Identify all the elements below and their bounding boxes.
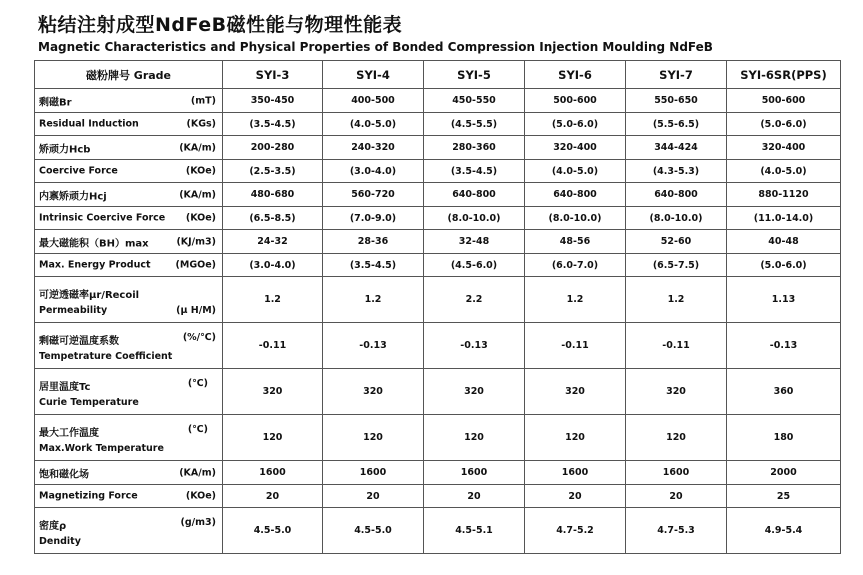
header-row <box>35 61 841 89</box>
row-label-cell <box>35 183 223 207</box>
row-unit: (KOe) <box>185 165 216 177</box>
table-cell: 640-800 <box>626 183 727 207</box>
grade-column-header: SYI-6SR(PPS) <box>727 61 841 89</box>
table-cell: 20 <box>323 485 424 508</box>
table-cell: 48-56 <box>525 230 626 254</box>
table-cell: 320 <box>323 369 424 415</box>
row-label: Residual Induction <box>39 118 139 130</box>
table-cell: (8.0-10.0) <box>525 207 626 230</box>
properties-table <box>34 60 841 554</box>
table-cell: (6.5-8.5) <box>223 207 323 230</box>
row-label-cell <box>35 415 223 461</box>
table-row <box>35 415 841 461</box>
row-label-cell <box>35 461 223 485</box>
row-label-cell <box>35 160 223 183</box>
row-label: Magnetizing Force <box>39 490 138 502</box>
grade-column-header: SYI-6 <box>525 61 626 89</box>
table-cell: 360 <box>727 369 841 415</box>
table-cell: 52-60 <box>626 230 727 254</box>
grade-column-header: SYI-4 <box>323 61 424 89</box>
table-cell: 1600 <box>424 461 525 485</box>
table-cell: 240-320 <box>323 136 424 160</box>
row-label: Coercive Force <box>39 165 118 177</box>
grade-column-header: SYI-3 <box>223 61 323 89</box>
table-cell: 200-280 <box>223 136 323 160</box>
table-cell: 450-550 <box>424 89 525 113</box>
row-label-cell <box>35 508 223 554</box>
row-label: 最大磁能积（BH）max <box>39 238 149 249</box>
table-cell: 640-800 <box>424 183 525 207</box>
row-label-cell <box>35 136 223 160</box>
row-label-cell <box>35 89 223 113</box>
table-cell: 560-720 <box>323 183 424 207</box>
row-unit: (KA/m) <box>179 142 216 153</box>
table-row <box>35 113 841 136</box>
row-label: Max. Energy Product <box>39 259 151 271</box>
table-cell: 120 <box>323 415 424 461</box>
row-label-cell <box>35 485 223 508</box>
table-row <box>35 461 841 485</box>
row-label: 密度ρ <box>39 521 67 532</box>
table-cell: (3.0-4.0) <box>323 160 424 183</box>
row-unit: (MGOe) <box>175 259 216 271</box>
page-title-chinese: 粘结注射成型NdFeB磁性能与物理性能表 <box>38 14 403 36</box>
table-cell: 20 <box>525 485 626 508</box>
table-cell: (5.5-6.5) <box>626 113 727 136</box>
row-unit: (KA/m) <box>179 467 216 478</box>
page-title-english: Magnetic Characteristics and Physical Properties of Bonded Compression Injection Moulding NdFeB <box>38 40 713 54</box>
table-row <box>35 207 841 230</box>
table-cell: (2.5-3.5) <box>223 160 323 183</box>
table-cell: -0.11 <box>525 323 626 369</box>
row-label-cell <box>35 113 223 136</box>
table-cell: 500-600 <box>525 89 626 113</box>
table-cell: 4.7-5.2 <box>525 508 626 554</box>
table-cell: 20 <box>223 485 323 508</box>
row-unit: (KA/m) <box>179 189 216 200</box>
table-cell: 550-650 <box>626 89 727 113</box>
row-label-english: Tempetrature Coefficient <box>39 351 173 362</box>
row-label: 最大工作温度 <box>39 428 99 439</box>
table-cell: 320 <box>525 369 626 415</box>
table-cell: (5.0-6.0) <box>727 254 841 277</box>
table-row <box>35 160 841 183</box>
table-row <box>35 230 841 254</box>
table-row <box>35 323 841 369</box>
table-cell: (3.5-4.5) <box>223 113 323 136</box>
table-cell: -0.13 <box>424 323 525 369</box>
table-cell: 28-36 <box>323 230 424 254</box>
table-cell: (5.0-6.0) <box>525 113 626 136</box>
table-cell: 120 <box>424 415 525 461</box>
table-cell: (3.0-4.0) <box>223 254 323 277</box>
table-cell: 640-800 <box>525 183 626 207</box>
table-cell: 1600 <box>626 461 727 485</box>
table-cell: 880-1120 <box>727 183 841 207</box>
row-label: Intrinsic Coercive Force <box>39 212 166 224</box>
row-label: 可逆透磁率μr/Recoil <box>39 290 140 301</box>
table-cell: 1.2 <box>525 277 626 323</box>
table-cell: (4.0-5.0) <box>323 113 424 136</box>
table-cell: 20 <box>626 485 727 508</box>
table-cell: 25 <box>727 485 841 508</box>
table-cell: 40-48 <box>727 230 841 254</box>
table-cell: 4.5-5.0 <box>223 508 323 554</box>
table-cell: 32-48 <box>424 230 525 254</box>
row-label: 剩磁可逆温度系数 <box>39 336 119 347</box>
table-cell: 320-400 <box>727 136 841 160</box>
table-cell: 400-500 <box>323 89 424 113</box>
row-unit: (KOe) <box>185 212 216 224</box>
table-cell: 1.2 <box>626 277 727 323</box>
table-cell: 320 <box>626 369 727 415</box>
table-cell: 4.7-5.3 <box>626 508 727 554</box>
table-cell: -0.13 <box>727 323 841 369</box>
table-cell: 320 <box>424 369 525 415</box>
row-label: 剩磁Br <box>39 97 72 108</box>
row-label: 内禀矫顽力Hcj <box>39 191 107 202</box>
table-row <box>35 183 841 207</box>
table-cell: (3.5-4.5) <box>323 254 424 277</box>
row-unit: (KOe) <box>185 490 216 502</box>
row-label-cell <box>35 277 223 323</box>
table-cell: 120 <box>525 415 626 461</box>
table-cell: (4.0-5.0) <box>727 160 841 183</box>
table-cell: 320-400 <box>525 136 626 160</box>
table-row <box>35 277 841 323</box>
table-cell: 20 <box>424 485 525 508</box>
grade-column-header: SYI-5 <box>424 61 525 89</box>
table-row <box>35 369 841 415</box>
row-unit: (℃) <box>187 378 208 389</box>
row-label-english: Max.Work Temperature <box>39 443 164 454</box>
table-cell: 4.9-5.4 <box>727 508 841 554</box>
table-cell: 280-360 <box>424 136 525 160</box>
row-unit: (g/m3) <box>180 517 216 528</box>
table-cell: (8.0-10.0) <box>626 207 727 230</box>
table-cell: (5.0-6.0) <box>727 113 841 136</box>
row-label: 矫顽力Hcb <box>39 144 91 155</box>
table-cell: 320 <box>223 369 323 415</box>
table-cell: (7.0-9.0) <box>323 207 424 230</box>
row-unit: (KJ/m3) <box>176 236 216 247</box>
table-row <box>35 485 841 508</box>
table-cell: -0.11 <box>626 323 727 369</box>
table-cell: 480-680 <box>223 183 323 207</box>
table-cell: (4.0-5.0) <box>525 160 626 183</box>
row-label-cell <box>35 230 223 254</box>
table-cell: (3.5-4.5) <box>424 160 525 183</box>
row-unit: (%/℃) <box>182 332 216 343</box>
table-cell: 500-600 <box>727 89 841 113</box>
table-cell: 344-424 <box>626 136 727 160</box>
row-unit: (mT) <box>190 95 216 106</box>
table-cell: (8.0-10.0) <box>424 207 525 230</box>
table-cell: (6.0-7.0) <box>525 254 626 277</box>
table-cell: (6.5-7.5) <box>626 254 727 277</box>
table-cell: 120 <box>626 415 727 461</box>
row-label-cell <box>35 323 223 369</box>
table-cell: 1.2 <box>323 277 424 323</box>
table-row <box>35 136 841 160</box>
row-label-cell <box>35 254 223 277</box>
table-cell: 24-32 <box>223 230 323 254</box>
row-label-cell <box>35 207 223 230</box>
table-cell: 1600 <box>323 461 424 485</box>
table-cell: 350-450 <box>223 89 323 113</box>
row-label: 饱和磁化场 <box>39 469 89 480</box>
row-label-cell <box>35 369 223 415</box>
grade-column-header: SYI-7 <box>626 61 727 89</box>
table-cell: -0.13 <box>323 323 424 369</box>
table-cell: -0.11 <box>223 323 323 369</box>
table-row <box>35 89 841 113</box>
row-label-english: Dendity <box>39 536 81 547</box>
table-cell: (4.5-6.0) <box>424 254 525 277</box>
grade-header: 磁粉牌号 Grade <box>35 61 223 89</box>
table-row <box>35 508 841 554</box>
row-unit: (KGs) <box>186 118 216 130</box>
table-cell: 1.13 <box>727 277 841 323</box>
row-label-english: Curie Temperature <box>39 397 139 408</box>
table-cell: 1600 <box>223 461 323 485</box>
row-unit: (℃) <box>187 424 208 435</box>
table-cell: 1.2 <box>223 277 323 323</box>
table-row <box>35 254 841 277</box>
table-cell: (11.0-14.0) <box>727 207 841 230</box>
table-cell: 1600 <box>525 461 626 485</box>
table-cell: 4.5-5.1 <box>424 508 525 554</box>
table-cell: 120 <box>223 415 323 461</box>
table-cell: 2.2 <box>424 277 525 323</box>
table-cell: 2000 <box>727 461 841 485</box>
table-cell: (4.5-5.5) <box>424 113 525 136</box>
table-cell: (4.3-5.3) <box>626 160 727 183</box>
row-label: 居里温度Tc <box>39 382 91 393</box>
row-label-english: Permeability <box>39 305 108 316</box>
table-cell: 4.5-5.0 <box>323 508 424 554</box>
table-cell: 180 <box>727 415 841 461</box>
row-unit: (μ H/M) <box>176 305 216 316</box>
